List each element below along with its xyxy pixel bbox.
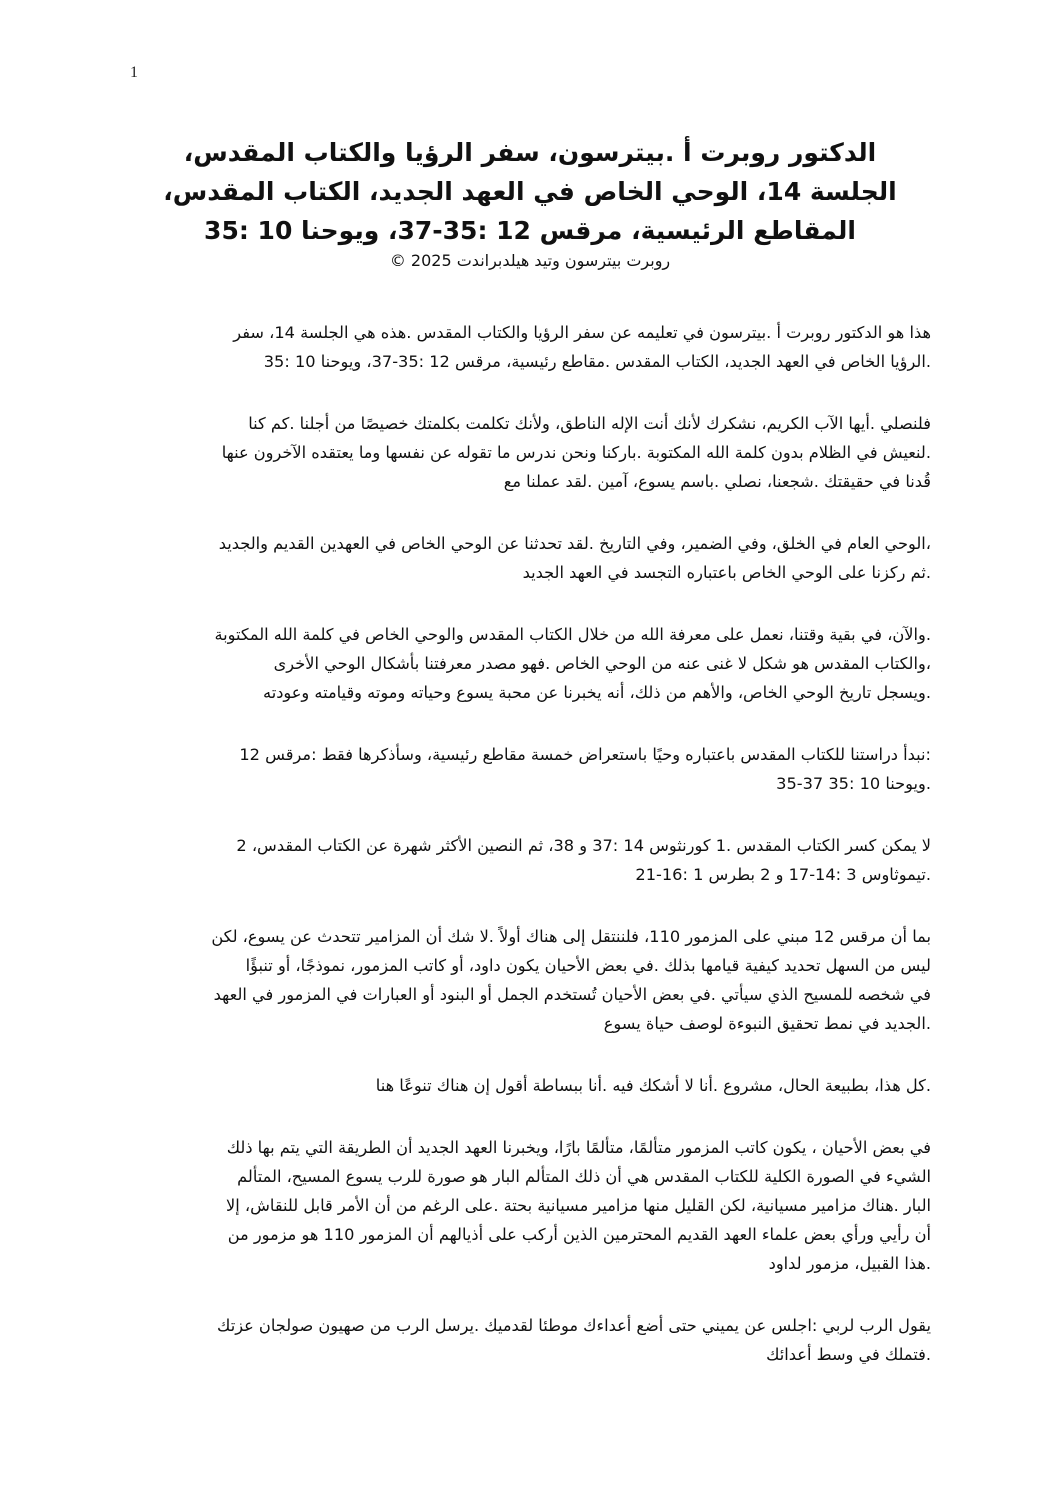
paragraph-suffering-righteous xyxy=(133,1133,931,1278)
text-line: .ويوحنا 10 :35 37-35 xyxy=(776,774,931,793)
text-line: ،والكتاب المقدس هو شكل لا غنى عنه من الوحي الخاص .فهو مصدر معرفتنا بأشكال الوحي الأخرى xyxy=(273,654,931,673)
text-line: ليس من السهل تحديد كيفية قيامها بذلك .في بعض الأحيان يكون داود، أو كاتب المزمور، نموذجًا، أو تنبؤًا xyxy=(245,956,931,975)
text-line: .لنعيش في الظلام بدون كلمة الله المكتوبة .باركنا ونحن ندرس ما تقوله عن نفسها وما يعتقده الآخرون عنها xyxy=(221,443,931,462)
text-line: .فتملك في وسط أعدائك xyxy=(766,1345,931,1364)
text-line: فلنصلي .أيها الآب الكريم، نشكرك لأنك أنت الإله الناطق، ولأنك تكلمت بكلمتك خصيصًا من أجلنا .كم كنا xyxy=(248,414,931,433)
text-line: .ويسجل تاريخ الوحي الخاص، والأهم من ذلك، أنه يخبرنا عن محبة يسوع وحياته وموته وقيامته وعودته xyxy=(263,683,931,702)
text-line: في بعض الأحيان ، يكون كاتب المزمور متألمًا، متألمًا بارًا، ويخبرنا العهد الجديد أن الطريقة التي يتم بها ذلك xyxy=(226,1138,931,1157)
text-line: .هذا القبيل، مزمور لداود xyxy=(768,1254,931,1273)
title-block xyxy=(150,133,910,272)
body-text xyxy=(133,318,931,1402)
text-line: البار .هناك مزامير مسيانية، لكن القليل منها مزامير مسيانية بحتة .على الرغم من أن الأمر قابل للنقاش، إلا xyxy=(226,1196,931,1215)
text-line: .تيموثاوس 3 :14-17 و 2 بطرس 1 :16-21 xyxy=(635,865,931,884)
text-line: في شخصه للمسيح الذي سيأتي .في بعض الأحيان تُستخدم الجمل أو البنود أو العبارات في المزمور في العهد xyxy=(213,985,931,1004)
text-line: قُدنا في حقيقتك .شجعنا، نصلي .باسم يسوع، آمين .لقد عملنا مع xyxy=(503,472,931,491)
text-line: .ثم ركزنا على الوحي الخاص باعتباره التجسد في العهد الجديد xyxy=(522,563,931,582)
text-line: ،الوحي العام في الخلق، وفي الضمير، وفي التاريخ .لقد تحدثنا عن الوحي الخاص في العهدين القديم والجديد xyxy=(218,534,931,553)
text-line: .كل هذا، بطبيعة الحال، مشروع .أنا لا أشكك فيه .أنا ببساطة أقول إن هناك تنوعًا هنا xyxy=(375,1076,931,1095)
paragraph-intro xyxy=(133,318,931,376)
paragraph-psalm-110 xyxy=(133,922,931,1038)
paragraph-psalm-quote xyxy=(133,1311,931,1369)
title-line-3: المقاطع الرئيسية، مرقس 12 :35-37، ويوحنا 10 :35 xyxy=(204,216,856,245)
paragraph-variety xyxy=(133,1071,931,1100)
text-line: .الرؤيا الخاص في العهد الجديد، الكتاب المقدس .مقاطع رئيسية، مرقس 12 :35-37، ويوحنا 10 :35 xyxy=(263,352,931,371)
paragraph-scripture-list xyxy=(133,831,931,889)
text-line: هذا هو الدكتور روبرت أ .بيترسون في تعليمه عن سفر الرؤيا والكتاب المقدس .هذه هي الجلسة 14، سفر xyxy=(233,323,931,342)
title-line-2: الجلسة 14، الوحي الخاص في العهد الجديد، الكتاب المقدس، xyxy=(163,177,897,206)
text-line: لا يمكن كسر الكتاب المقدس .1 كورنثوس 14 :37 و 38، ثم النصين الأكثر شهرة عن الكتاب المقدس، 2 xyxy=(236,836,931,855)
title-line-1: الدكتور روبرت أ .بيترسون، سفر الرؤيا والكتاب المقدس، xyxy=(183,138,877,167)
paragraph-written-word xyxy=(133,620,931,707)
text-line: يقول الرب لربي :اجلس عن يميني حتى أضع أعداءك موطئا لقدميك .يرسل الرب من صهيون صولجان عزتك xyxy=(217,1316,931,1335)
copyright-line: روبرت بيترسون وتيد هيلدبراندت 2025 © xyxy=(389,251,671,270)
text-line: .الجديد في نمط تحقيق النبوءة لوصف حياة يسوع xyxy=(603,1014,931,1033)
text-line: بما أن مرقس 12 مبني على المزمور 110، فلننتقل إلى هناك أولاً .لا شك أن المزامير تتحدث عن يسوع، لكن xyxy=(211,927,931,946)
text-line: .والآن، في بقية وقتنا، نعمل على معرفة الله من خلال الكتاب المقدس والوحي الخاص في كلمة الله المكتوبة xyxy=(214,625,931,644)
text-line: الشيء في الصورة الكلية للكتاب المقدس هي أن ذلك المتألم البار هو صورة للرب يسوع المسيح، المتألم xyxy=(237,1167,931,1186)
paragraph-key-passages xyxy=(133,740,931,798)
page-number: 1 xyxy=(130,64,138,81)
text-line: :نبدأ دراستنا للكتاب المقدس باعتباره وحيًا باستعراض خمسة مقاطع رئيسية، وسأذكرها فقط :مرقس 12 xyxy=(239,745,931,764)
paragraph-revelation xyxy=(133,529,931,587)
paragraph-prayer xyxy=(133,409,931,496)
text-line: أن رأيي ورأي بعض علماء العهد القديم المحترمين الذين أركب على أذيالهم أن المزمور 110 هو مزمور من xyxy=(227,1225,931,1244)
